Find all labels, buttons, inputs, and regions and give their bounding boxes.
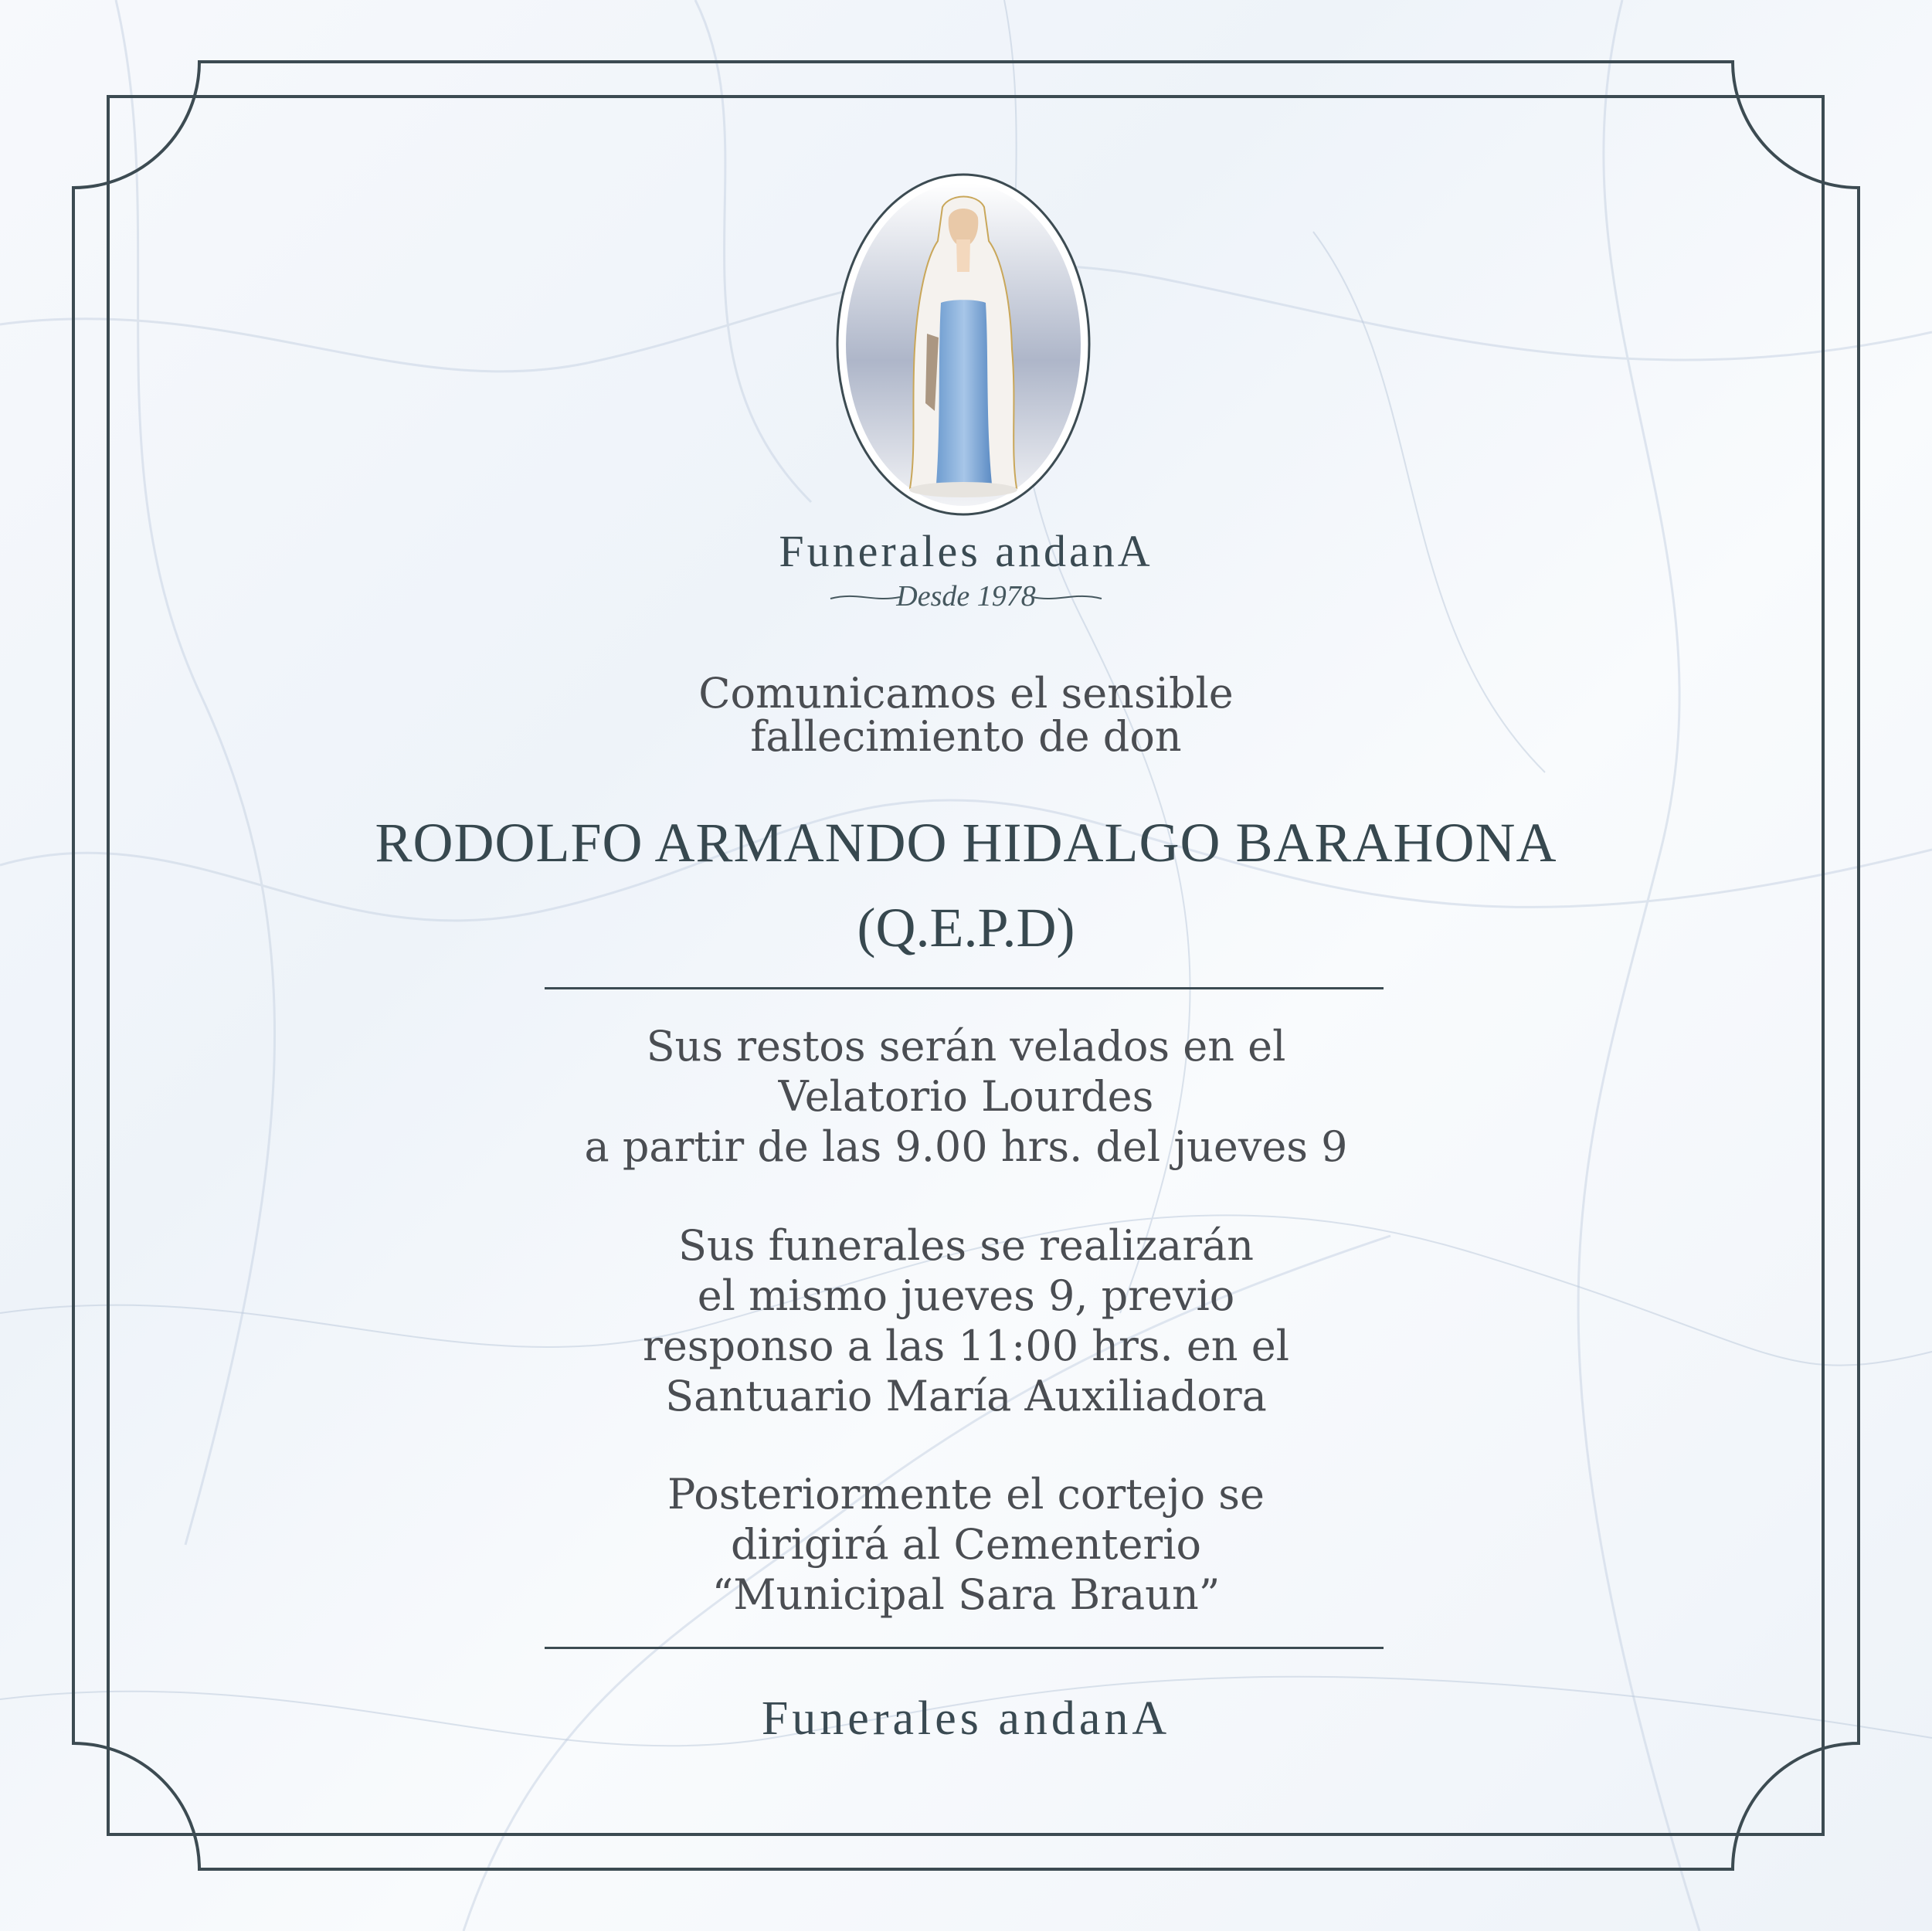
wake-details — [0, 1021, 1932, 1172]
procession-line: “Municipal Sara Braun” — [711, 1570, 1221, 1619]
funeral-line: Santuario María Auxiliadora — [665, 1372, 1267, 1420]
brand-logo-text — [0, 525, 1932, 577]
intro-text — [0, 669, 1932, 761]
funeral-line: responso a las 11:00 hrs. en el — [643, 1322, 1289, 1370]
brand-name-bottom: Funerales andanA — [761, 1692, 1171, 1745]
deceased-name: RODOLFO ARMANDO HIDALGO BARAHONA — [375, 812, 1557, 874]
brand-since: Desde 1978 — [896, 580, 1036, 613]
virgin-mary-statue-icon — [834, 171, 1092, 518]
procession-line: dirigirá al Cementerio — [730, 1520, 1202, 1569]
divider-bottom — [545, 1647, 1384, 1649]
intro-line: Comunicamos el sensible — [698, 669, 1234, 718]
wake-line: Sus restos serán velados en el — [646, 1022, 1286, 1071]
wake-line: Velatorio Lourdes — [778, 1072, 1154, 1121]
divider-top — [545, 987, 1384, 989]
funeral-line: el mismo jueves 9, previo — [697, 1271, 1235, 1320]
funeral-line: Sus funerales se realizarán — [677, 1221, 1255, 1270]
qepd-label: (Q.E.P.D) — [857, 897, 1075, 959]
wake-line: a partir de las 9.00 hrs. del jueves 9 — [584, 1122, 1348, 1171]
brand-name-top: Funerales andanA — [779, 526, 1153, 576]
procession-line: Posteriormente el cortejo se — [667, 1470, 1265, 1519]
funeral-details — [0, 1220, 1932, 1421]
procession-details — [0, 1469, 1932, 1620]
intro-line: fallecimiento de don — [750, 712, 1182, 761]
